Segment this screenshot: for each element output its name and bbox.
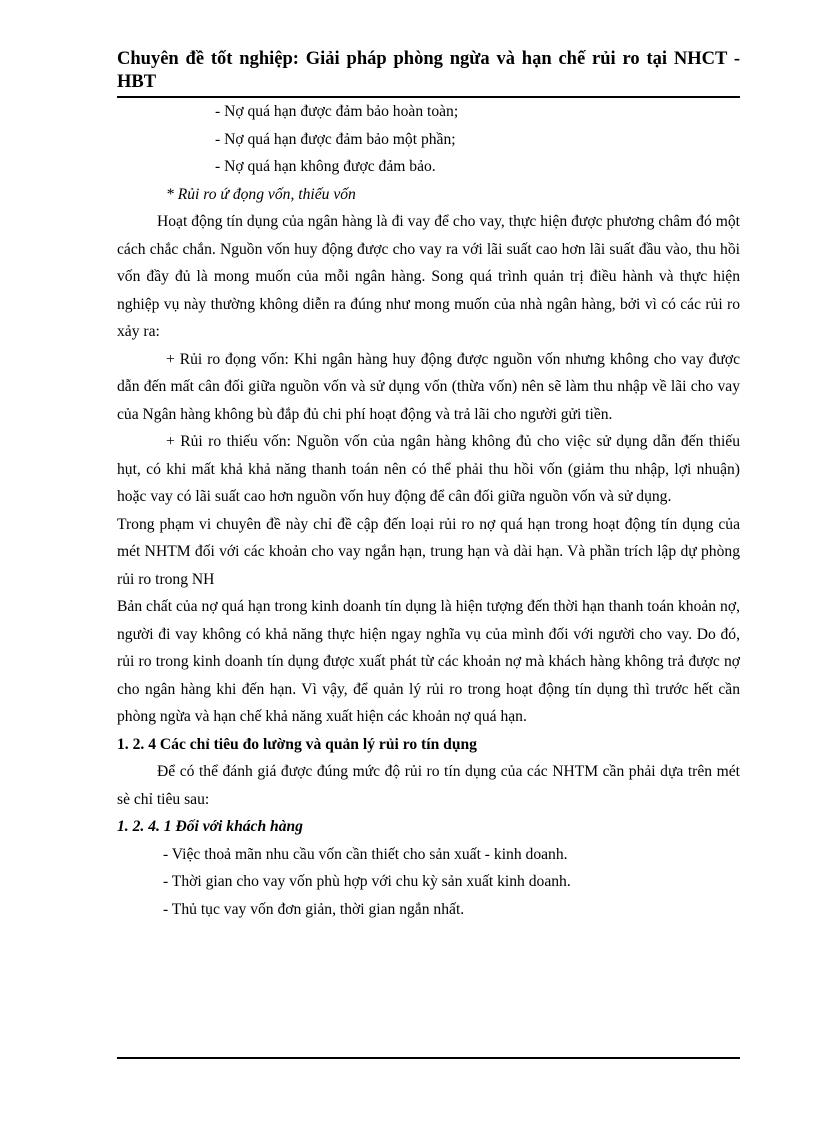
footer-rule [117,1057,740,1059]
overdue-item-1: - Nợ quá hạn được đảm bảo hoàn toàn; [215,103,459,120]
paragraph-scope: Trong phạm vi chuyên đề này chỉ đề cập đến loại rủi ro nợ quá hạn trong hoạt động tín dụng của mét NHTM đối với các khoản cho vay ngắn hạn, trung hạn và dài hạn. Và phần trích lập dự phòng rủi ro trong NH [117,515,740,588]
page-header-title: Chuyên đề tốt nghiệp: Giải pháp phòng ngừa và hạn chế rủi ro tại NHCT - HBT [117,49,740,92]
customer-item-2: - Thời gian cho vay vốn phù hợp với chu kỳ sản xuất kinh doanh. [163,873,571,890]
subsection-heading: 1. 2. 4. 1 Đối với khách hàng [117,818,303,835]
paragraph-credit-activity: Hoạt động tín dụng của ngân hàng là đi vay để cho vay, thực hiện được phương châm đó một cách chắc chắn. Nguồn vốn huy động được cho vay ra với lãi suất cao hơn lãi suất đầu vào, thu hồi vốn đầy đủ là mong muốn của mỗi ngân hàng. Song quá trình quản trị điều hành và thực hiện nghiệp vụ này thường không diễn ra đúng như mong muốn của nhà ngân hàng, bởi vì có các rủi ro xảy ra: [117,213,740,340]
document-body [117,98,740,923]
customer-item-1: - Việc thoả mãn nhu cầu vốn cần thiết cho sản xuất - kinh doanh. [163,845,568,863]
stagnant-capital-heading: * Rủi ro ứ đọng vốn, thiếu vốn [166,185,356,203]
paragraph-stagnant-risk: + Rủi ro đọng vốn: Khi ngân hàng huy động được nguồn vốn nhưng không cho vay được dẫn đến mất cân đối giữa nguồn vốn và sử dụng vốn (thừa vốn) nên sẽ làm thu nhập về lãi cho vay của Ngân hàng không bù đắp đủ chi phí hoạt động và trả lãi cho người gửi tiền. [117,350,740,423]
paragraph-shortage-risk: + Rủi ro thiếu vốn: Nguồn vốn của ngân hàng không đủ cho việc sử dụng dẫn đến thiếu hụt, có khi mất khả khả năng thanh toán nên có thể phải thu hồi vốn (giảm thu nhập, lợi nhuận) hoặc vay có lãi suất cao hơn nguồn vốn huy động để cân đối giữa nguồn vốn và sử dụng. [117,433,740,505]
customer-item-3: - Thủ tục vay vốn đơn giản, thời gian ngắn nhất. [163,900,465,918]
section-heading: 1. 2. 4 Các chỉ tiêu đo lường và quản lý rủi ro tín dụng [117,735,477,753]
paragraph-nature: Bản chất của nợ quá hạn trong kinh doanh tín dụng là hiện tượng đến thời hạn thanh toán khoản nợ, người đi vay không có khả năng thực hiện ngay nghĩa vụ của mình đối với người cho vay. Do đó, rủi ro trong kinh doanh tín dụng được xuất phát từ các khoản nợ mà khách hàng không trả được nợ cho ngân hàng khi đến hạn. Vì vậy, để quản lý rủi ro trong hoạt động tín dụng thì trước hết cần phòng ngừa và hạn chế khả năng xuất hiện các khoản nợ quá hạn. [117,598,740,725]
paragraph-indicators: Để có thể đánh giá được đúng mức độ rủi ro tín dụng của các NHTM cần phải dựa trên mét sè chỉ tiêu sau: [117,763,740,808]
overdue-item-2: - Nợ quá hạn được đảm bảo một phần; [215,130,456,148]
overdue-item-3: - Nợ quá hạn không được đảm bảo. [215,158,436,175]
